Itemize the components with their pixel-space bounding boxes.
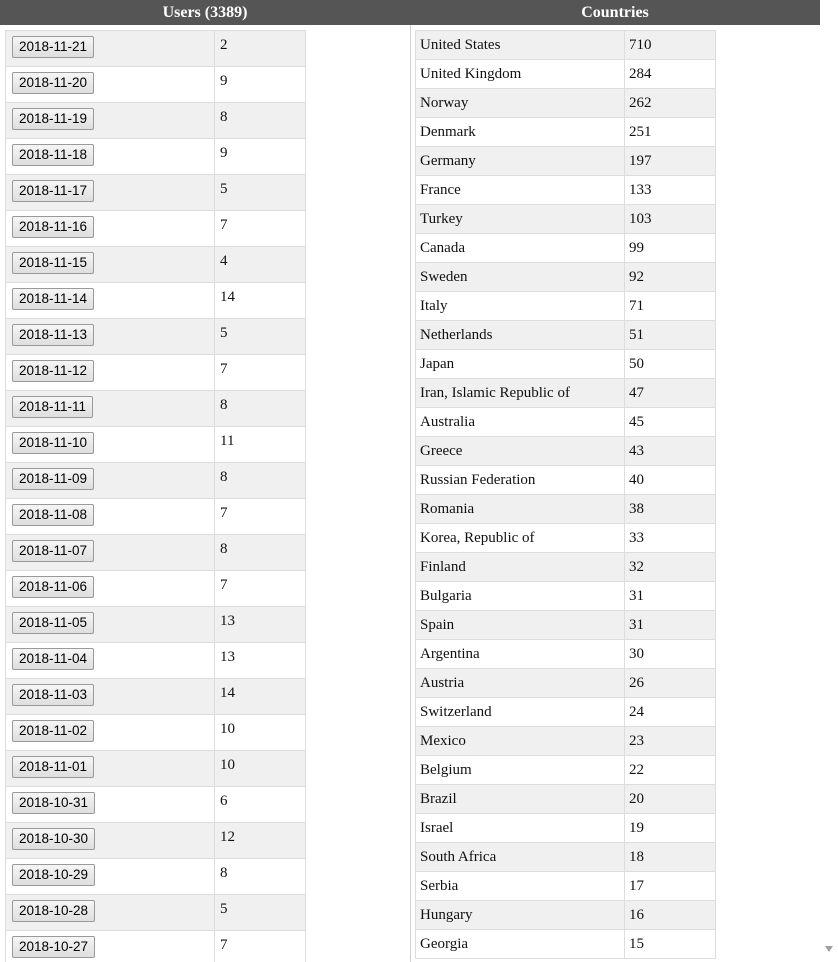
country-count: 33 <box>625 524 716 553</box>
user-count: 5 <box>215 319 306 355</box>
table-row <box>6 103 306 139</box>
date-button[interactable]: 2018-11-20 <box>12 72 94 94</box>
table-row <box>6 931 306 962</box>
date-button[interactable]: 2018-11-07 <box>12 540 94 562</box>
country-name: Serbia <box>416 872 625 901</box>
country-count: 23 <box>625 727 716 756</box>
date-cell <box>6 463 215 499</box>
date-button[interactable]: 2018-11-11 <box>12 396 93 418</box>
country-count: 251 <box>625 118 716 147</box>
table-row <box>416 89 716 118</box>
date-cell <box>6 751 215 787</box>
country-name: Spain <box>416 611 625 640</box>
table-row <box>416 930 716 959</box>
country-count: 99 <box>625 234 716 263</box>
date-button[interactable]: 2018-11-09 <box>12 468 94 490</box>
table-row <box>6 67 306 103</box>
table-row <box>6 31 306 67</box>
table-row <box>416 785 716 814</box>
country-count: 43 <box>625 437 716 466</box>
table-row <box>6 607 306 643</box>
date-cell <box>6 607 215 643</box>
country-name: Romania <box>416 495 625 524</box>
date-cell <box>6 931 215 962</box>
user-count: 14 <box>215 679 306 715</box>
date-cell <box>6 427 215 463</box>
scrollbar-thumb[interactable] <box>825 0 834 940</box>
country-count: 26 <box>625 669 716 698</box>
user-count: 13 <box>215 607 306 643</box>
country-name: Netherlands <box>416 321 625 350</box>
table-row <box>416 901 716 930</box>
table-row <box>6 283 306 319</box>
country-name: Norway <box>416 89 625 118</box>
vertical-scrollbar[interactable] <box>821 0 838 962</box>
table-row <box>6 391 306 427</box>
date-cell <box>6 715 215 751</box>
user-count: 4 <box>215 247 306 283</box>
country-count: 40 <box>625 466 716 495</box>
date-cell <box>6 895 215 931</box>
date-button[interactable]: 2018-11-17 <box>12 180 94 202</box>
country-count: 32 <box>625 553 716 582</box>
country-count: 133 <box>625 176 716 205</box>
user-count: 14 <box>215 283 306 319</box>
table-row <box>6 355 306 391</box>
table-row <box>416 292 716 321</box>
country-name: France <box>416 176 625 205</box>
countries-table <box>415 30 716 959</box>
country-count: 262 <box>625 89 716 118</box>
table-row <box>6 211 306 247</box>
user-count: 8 <box>215 103 306 139</box>
country-name: Germany <box>416 147 625 176</box>
table-row <box>416 234 716 263</box>
date-cell <box>6 355 215 391</box>
table-row <box>416 466 716 495</box>
country-name: Brazil <box>416 785 625 814</box>
country-count: 24 <box>625 698 716 727</box>
date-cell <box>6 535 215 571</box>
country-name: Japan <box>416 350 625 379</box>
table-row <box>416 872 716 901</box>
user-count: 7 <box>215 355 306 391</box>
country-count: 31 <box>625 611 716 640</box>
country-count: 22 <box>625 756 716 785</box>
country-name: Hungary <box>416 901 625 930</box>
country-count: 18 <box>625 843 716 872</box>
date-cell <box>6 571 215 607</box>
user-count: 2 <box>215 31 306 67</box>
chevron-down-icon[interactable] <box>825 946 833 952</box>
table-row <box>416 843 716 872</box>
date-cell <box>6 643 215 679</box>
table-row <box>6 895 306 931</box>
date-button[interactable]: 2018-11-05 <box>12 612 94 634</box>
table-row <box>416 437 716 466</box>
country-name: Switzerland <box>416 698 625 727</box>
date-button[interactable]: 2018-11-10 <box>12 432 94 454</box>
date-button[interactable]: 2018-10-30 <box>12 828 95 850</box>
date-button[interactable]: 2018-11-19 <box>12 108 94 130</box>
country-name: Finland <box>416 553 625 582</box>
table-row <box>6 319 306 355</box>
table-row <box>416 611 716 640</box>
user-count: 5 <box>215 175 306 211</box>
date-button[interactable]: 2018-11-18 <box>12 144 94 166</box>
date-button[interactable]: 2018-11-16 <box>12 216 94 238</box>
table-row <box>6 247 306 283</box>
table-row <box>416 321 716 350</box>
date-cell <box>6 823 215 859</box>
country-name: Belgium <box>416 756 625 785</box>
user-count: 7 <box>215 499 306 535</box>
table-row <box>416 205 716 234</box>
table-row <box>416 31 716 60</box>
user-count: 8 <box>215 463 306 499</box>
country-count: 38 <box>625 495 716 524</box>
date-button[interactable]: 2018-10-29 <box>12 864 95 886</box>
date-button[interactable]: 2018-11-14 <box>12 288 94 310</box>
country-count: 45 <box>625 408 716 437</box>
country-name: Iran, Islamic Republic of <box>416 379 625 408</box>
country-name: South Africa <box>416 843 625 872</box>
user-count: 10 <box>215 751 306 787</box>
country-name: Denmark <box>416 118 625 147</box>
user-count: 9 <box>215 67 306 103</box>
date-button[interactable]: 2018-11-04 <box>12 648 94 670</box>
country-name: Turkey <box>416 205 625 234</box>
date-cell <box>6 787 215 823</box>
country-name: Canada <box>416 234 625 263</box>
date-cell <box>6 247 215 283</box>
user-count: 7 <box>215 931 306 962</box>
date-cell <box>6 31 215 67</box>
table-row <box>6 715 306 751</box>
date-cell <box>6 283 215 319</box>
table-row <box>6 535 306 571</box>
user-count: 11 <box>215 427 306 463</box>
user-count: 12 <box>215 823 306 859</box>
user-count: 5 <box>215 895 306 931</box>
date-button[interactable]: 2018-11-02 <box>12 720 94 742</box>
user-count: 7 <box>215 571 306 607</box>
table-row <box>6 427 306 463</box>
date-button[interactable]: 2018-11-08 <box>12 504 94 526</box>
date-cell <box>6 103 215 139</box>
country-name: United States <box>416 31 625 60</box>
country-count: 47 <box>625 379 716 408</box>
date-button[interactable]: 2018-10-31 <box>12 792 95 814</box>
table-row <box>416 60 716 89</box>
user-count: 13 <box>215 643 306 679</box>
country-name: Australia <box>416 408 625 437</box>
country-count: 17 <box>625 872 716 901</box>
country-count: 92 <box>625 263 716 292</box>
country-count: 50 <box>625 350 716 379</box>
date-cell <box>6 67 215 103</box>
country-name: Georgia <box>416 930 625 959</box>
date-cell <box>6 211 215 247</box>
user-count: 7 <box>215 211 306 247</box>
date-cell <box>6 319 215 355</box>
country-name: Argentina <box>416 640 625 669</box>
column-divider <box>410 25 411 962</box>
date-cell <box>6 679 215 715</box>
table-row <box>6 679 306 715</box>
country-count: 284 <box>625 60 716 89</box>
table-row <box>416 640 716 669</box>
table-row <box>6 139 306 175</box>
country-count: 71 <box>625 292 716 321</box>
date-cell <box>6 499 215 535</box>
date-button[interactable]: 2018-11-15 <box>12 252 94 274</box>
country-name: Sweden <box>416 263 625 292</box>
table-row <box>416 379 716 408</box>
date-button[interactable]: 2018-11-03 <box>12 684 94 706</box>
country-name: Austria <box>416 669 625 698</box>
date-cell <box>6 859 215 895</box>
table-row <box>416 524 716 553</box>
table-row <box>416 147 716 176</box>
table-row <box>6 463 306 499</box>
user-count: 8 <box>215 535 306 571</box>
table-row <box>6 499 306 535</box>
countries-column-header: Countries <box>581 4 649 21</box>
date-button[interactable]: 2018-11-21 <box>12 36 94 58</box>
table-row <box>416 727 716 756</box>
date-cell <box>6 391 215 427</box>
country-count: 710 <box>625 31 716 60</box>
user-count: 8 <box>215 391 306 427</box>
country-count: 15 <box>625 930 716 959</box>
table-row <box>416 756 716 785</box>
table-row <box>416 176 716 205</box>
date-button[interactable]: 2018-11-13 <box>12 324 94 346</box>
country-count: 30 <box>625 640 716 669</box>
country-name: Mexico <box>416 727 625 756</box>
table-row <box>416 814 716 843</box>
date-cell <box>6 175 215 211</box>
user-count: 6 <box>215 787 306 823</box>
table-row <box>6 859 306 895</box>
users-column-header: Users (3389) <box>162 4 248 21</box>
table-row <box>416 669 716 698</box>
country-name: Italy <box>416 292 625 321</box>
table-row <box>416 263 716 292</box>
countries-panel <box>415 30 715 959</box>
country-count: 31 <box>625 582 716 611</box>
country-count: 103 <box>625 205 716 234</box>
table-row <box>6 175 306 211</box>
user-count: 9 <box>215 139 306 175</box>
country-name: Bulgaria <box>416 582 625 611</box>
country-name: Israel <box>416 814 625 843</box>
date-button[interactable]: 2018-10-27 <box>12 936 95 958</box>
country-name: Greece <box>416 437 625 466</box>
table-row <box>416 495 716 524</box>
country-name: United Kingdom <box>416 60 625 89</box>
country-count: 19 <box>625 814 716 843</box>
table-row <box>416 350 716 379</box>
users-panel <box>5 30 305 962</box>
country-count: 197 <box>625 147 716 176</box>
date-cell <box>6 139 215 175</box>
table-row <box>6 823 306 859</box>
date-button[interactable]: 2018-10-28 <box>12 900 95 922</box>
table-row <box>6 643 306 679</box>
table-row <box>6 787 306 823</box>
table-row <box>416 408 716 437</box>
table-row <box>6 751 306 787</box>
users-table <box>5 30 306 962</box>
country-count: 16 <box>625 901 716 930</box>
country-name: Korea, Republic of <box>416 524 625 553</box>
table-row <box>416 698 716 727</box>
date-button[interactable]: 2018-11-01 <box>12 756 94 778</box>
country-name: Russian Federation <box>416 466 625 495</box>
country-count: 20 <box>625 785 716 814</box>
table-row <box>416 582 716 611</box>
date-button[interactable]: 2018-11-12 <box>12 360 94 382</box>
country-count: 51 <box>625 321 716 350</box>
table-row <box>416 118 716 147</box>
table-row <box>6 571 306 607</box>
table-row <box>416 553 716 582</box>
user-count: 8 <box>215 859 306 895</box>
date-button[interactable]: 2018-11-06 <box>12 576 94 598</box>
user-count: 10 <box>215 715 306 751</box>
header-bar <box>0 0 820 25</box>
